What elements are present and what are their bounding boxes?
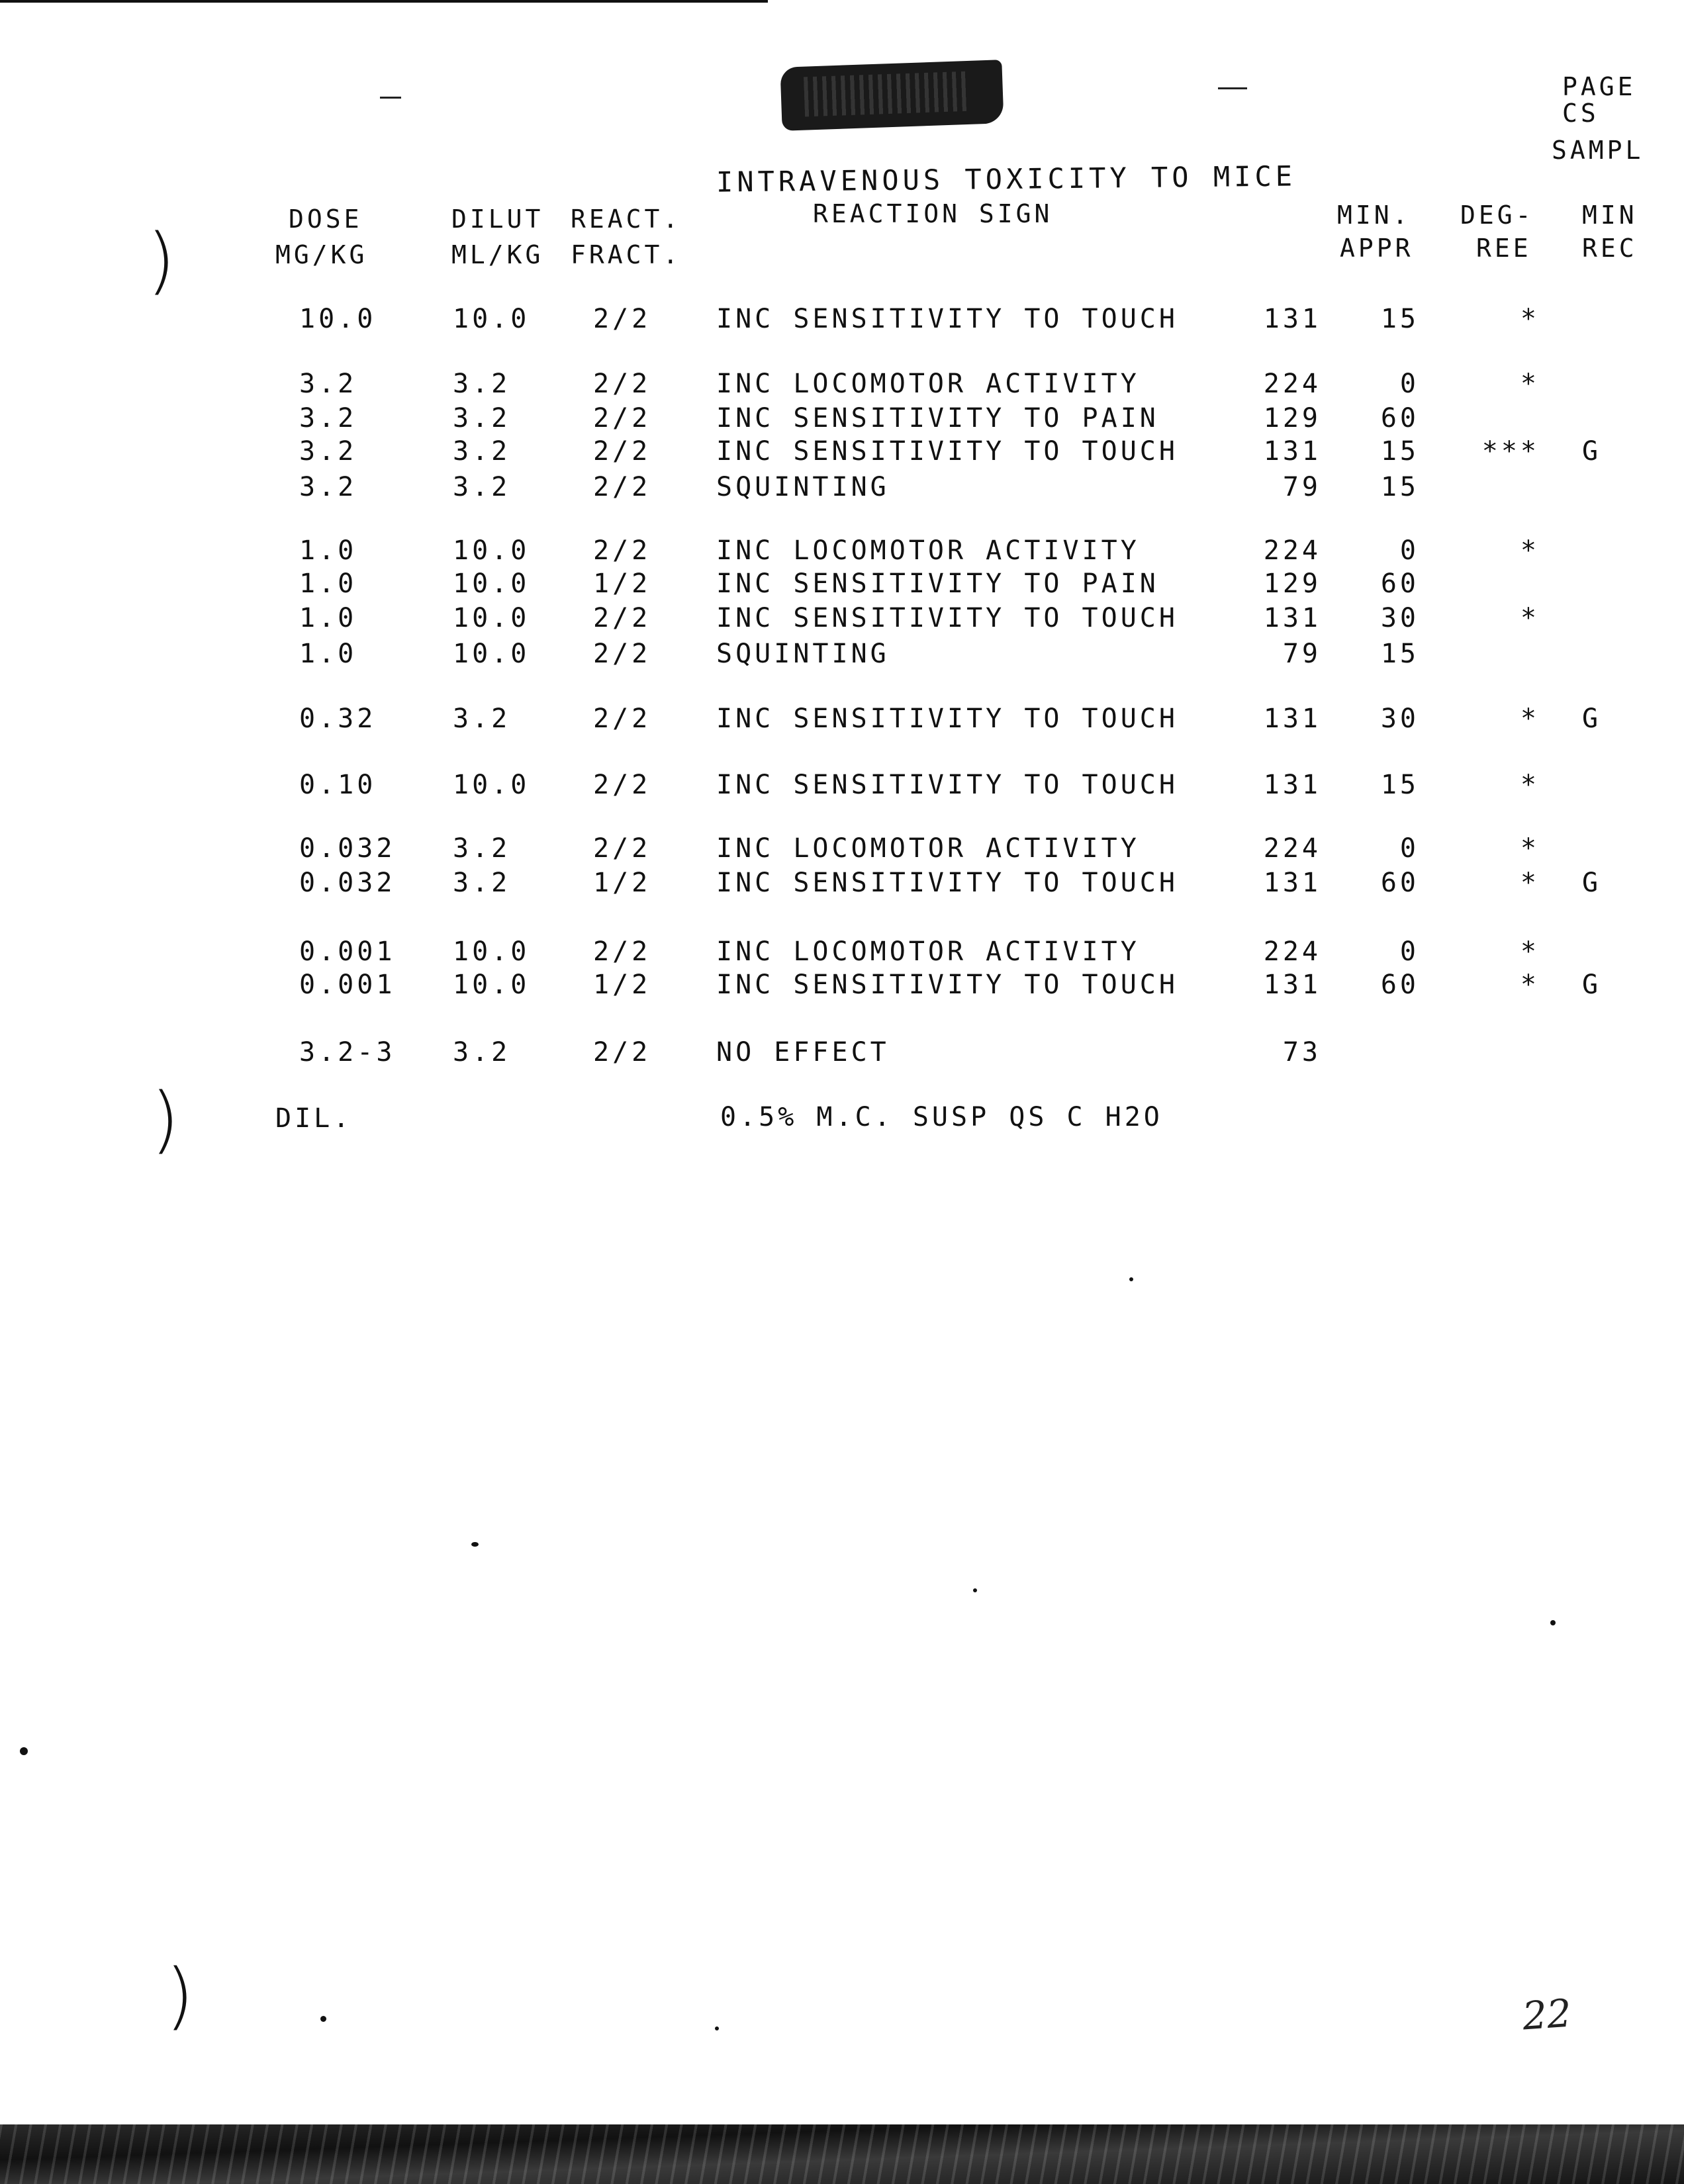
cell-reaction-sign: INC SENSITIVITY TO TOUCH bbox=[716, 603, 1178, 633]
page-code: CS bbox=[1562, 99, 1599, 128]
cell-dilution: 10.0 bbox=[453, 770, 530, 800]
cell-min-appr: 60 bbox=[1380, 569, 1419, 599]
cell-dilution: 10.0 bbox=[453, 639, 530, 669]
document-title: INTRAVENOUS TOXICITY TO MICE bbox=[716, 159, 1297, 199]
cell-reaction-sign: INC LOCOMOTOR ACTIVITY bbox=[716, 535, 1140, 566]
cell-reaction-sign: INC LOCOMOTOR ACTIVITY bbox=[716, 936, 1140, 967]
cell-dose: 1.0 bbox=[299, 535, 357, 566]
cell-sign-code: 79 bbox=[1282, 639, 1321, 669]
cell-react-fraction: 2/2 bbox=[593, 472, 651, 502]
cell-degree: * bbox=[1520, 704, 1540, 734]
cell-dilution: 10.0 bbox=[453, 304, 530, 334]
cell-sign-code: 131 bbox=[1263, 770, 1321, 800]
cell-sign-code: 131 bbox=[1263, 704, 1321, 734]
col-sign: REACTION SIGN bbox=[813, 199, 1053, 228]
cell-reaction-sign: INC SENSITIVITY TO TOUCH bbox=[716, 970, 1178, 1000]
cell-reaction-sign: INC SENSITIVITY TO PAIN bbox=[716, 569, 1159, 599]
col-dose-2: MG/KG bbox=[275, 240, 368, 269]
cell-reaction-sign: SQUINTING bbox=[716, 472, 890, 502]
cell-react-fraction: 2/2 bbox=[593, 403, 651, 433]
cell-min-rec: G bbox=[1582, 704, 1602, 734]
speck bbox=[715, 2026, 719, 2030]
col-dilut-2: ML/KG bbox=[451, 240, 544, 269]
cell-dose: 1.0 bbox=[299, 639, 357, 669]
speck bbox=[1550, 1620, 1556, 1625]
col-min-rec-1: MIN bbox=[1582, 201, 1638, 230]
cell-react-fraction: 2/2 bbox=[593, 770, 651, 800]
page-label: PAGE bbox=[1562, 72, 1636, 101]
cell-sign-code: 79 bbox=[1282, 472, 1321, 502]
cell-dilution: 3.2 bbox=[453, 472, 511, 502]
cell-sign-code: 224 bbox=[1263, 535, 1321, 566]
cell-min-appr: 60 bbox=[1380, 403, 1419, 433]
col-min-appr-2: APPR bbox=[1340, 234, 1414, 263]
cell-sign-code: 224 bbox=[1263, 369, 1321, 399]
cell-sign-code: 129 bbox=[1263, 569, 1321, 599]
cell-react-fraction: 2/2 bbox=[593, 369, 651, 399]
speck bbox=[1129, 1277, 1133, 1281]
cell-dose: 3.2 bbox=[299, 436, 357, 467]
cell-min-appr: 60 bbox=[1380, 868, 1419, 898]
cell-dilution: 10.0 bbox=[453, 936, 530, 967]
cell-dose: 3.2 bbox=[299, 369, 357, 399]
cell-degree: * bbox=[1520, 833, 1540, 864]
cell-dilution: 3.2 bbox=[453, 833, 511, 864]
cell-min-appr: 15 bbox=[1380, 770, 1419, 800]
cell-dose: 3.2 bbox=[299, 403, 357, 433]
cell-reaction-sign: NO EFFECT bbox=[716, 1037, 890, 1068]
speck bbox=[20, 1747, 28, 1755]
cell-reaction-sign: INC SENSITIVITY TO PAIN bbox=[716, 403, 1159, 433]
cell-dose: 0.10 bbox=[299, 770, 377, 800]
cell-react-fraction: 2/2 bbox=[593, 936, 651, 967]
cell-react-fraction: 2/2 bbox=[593, 436, 651, 467]
col-react-1: REACT. bbox=[571, 205, 682, 234]
col-min-rec-2: REC bbox=[1582, 234, 1638, 263]
cell-react-fraction: 2/2 bbox=[593, 704, 651, 734]
cell-reaction-sign: INC SENSITIVITY TO TOUCH bbox=[716, 304, 1178, 334]
cell-min-appr: 15 bbox=[1380, 472, 1419, 502]
speck bbox=[471, 1542, 479, 1547]
cell-dose: 0.032 bbox=[299, 833, 396, 864]
cell-degree: * bbox=[1520, 970, 1540, 1000]
cell-min-rec: G bbox=[1582, 970, 1602, 1000]
top-rule bbox=[0, 0, 768, 3]
cell-dilution: 10.0 bbox=[453, 970, 530, 1000]
cell-dilution: 10.0 bbox=[453, 569, 530, 599]
cell-dilution: 3.2 bbox=[453, 369, 511, 399]
cell-degree: * bbox=[1520, 535, 1540, 566]
cell-dose: 0.001 bbox=[299, 936, 396, 967]
margin-mark-top: ) bbox=[147, 218, 175, 302]
cell-react-fraction: 2/2 bbox=[593, 833, 651, 864]
bottom-scan-noise bbox=[0, 2124, 1684, 2184]
cell-dose: 3.2-3 bbox=[299, 1037, 396, 1068]
cell-reaction-sign: INC SENSITIVITY TO TOUCH bbox=[716, 704, 1178, 734]
cell-reaction-sign: SQUINTING bbox=[716, 639, 890, 669]
stamp-texture bbox=[804, 71, 970, 117]
cell-reaction-sign: INC LOCOMOTOR ACTIVITY bbox=[716, 833, 1140, 864]
cell-dose: 10.0 bbox=[299, 304, 377, 334]
cell-dilution: 3.2 bbox=[453, 436, 511, 467]
cell-dose: 0.032 bbox=[299, 868, 396, 898]
cell-min-appr: 15 bbox=[1380, 304, 1419, 334]
cell-degree: * bbox=[1520, 936, 1540, 967]
cell-dose: 3.2 bbox=[299, 472, 357, 502]
col-degree-1: DEG- bbox=[1460, 201, 1534, 230]
cell-react-fraction: 2/2 bbox=[593, 603, 651, 633]
cell-reaction-sign: INC LOCOMOTOR ACTIVITY bbox=[716, 369, 1140, 399]
cell-min-appr: 30 bbox=[1380, 603, 1419, 633]
cell-degree: * bbox=[1520, 369, 1540, 399]
cell-dose: 1.0 bbox=[299, 569, 357, 599]
sample-label: SAMPL bbox=[1552, 136, 1644, 165]
col-react-2: FRACT. bbox=[571, 240, 682, 269]
speck bbox=[320, 2016, 326, 2022]
diluent-label: DIL. bbox=[275, 1103, 353, 1134]
diluent-value: 0.5% M.C. SUSP QS C H2O bbox=[720, 1102, 1163, 1132]
cell-dilution: 3.2 bbox=[453, 704, 511, 734]
cell-dose: 0.001 bbox=[299, 970, 396, 1000]
cell-min-appr: 60 bbox=[1380, 970, 1419, 1000]
cell-react-fraction: 2/2 bbox=[593, 304, 651, 334]
cell-reaction-sign: INC SENSITIVITY TO TOUCH bbox=[716, 436, 1178, 467]
cell-sign-code: 131 bbox=[1263, 603, 1321, 633]
cell-min-appr: 30 bbox=[1380, 704, 1419, 734]
cell-sign-code: 131 bbox=[1263, 868, 1321, 898]
col-degree-2: REE bbox=[1476, 234, 1532, 263]
col-min-appr-1: MIN. bbox=[1337, 201, 1411, 230]
cell-dilution: 10.0 bbox=[453, 535, 530, 566]
cell-dilution: 3.2 bbox=[453, 868, 511, 898]
cell-min-rec: G bbox=[1582, 436, 1602, 467]
cell-min-appr: 0 bbox=[1399, 936, 1419, 967]
top-dash-left bbox=[380, 97, 401, 99]
cell-react-fraction: 2/2 bbox=[593, 639, 651, 669]
margin-mark-bottom: ) bbox=[165, 1953, 194, 2038]
cell-degree: * bbox=[1520, 603, 1540, 633]
cell-degree: * bbox=[1520, 868, 1540, 898]
cell-sign-code: 224 bbox=[1263, 936, 1321, 967]
cell-min-appr: 0 bbox=[1399, 833, 1419, 864]
cell-sign-code: 224 bbox=[1263, 833, 1321, 864]
cell-reaction-sign: INC SENSITIVITY TO TOUCH bbox=[716, 770, 1178, 800]
cell-sign-code: 131 bbox=[1263, 304, 1321, 334]
margin-mark-middle: ) bbox=[151, 1077, 179, 1161]
cell-dilution: 3.2 bbox=[453, 403, 511, 433]
cell-sign-code: 129 bbox=[1263, 403, 1321, 433]
cell-sign-code: 73 bbox=[1282, 1037, 1321, 1068]
cell-degree: * bbox=[1520, 304, 1540, 334]
speck bbox=[973, 1588, 977, 1592]
cell-min-appr: 0 bbox=[1399, 535, 1419, 566]
cell-dilution: 10.0 bbox=[453, 603, 530, 633]
cell-sign-code: 131 bbox=[1263, 436, 1321, 467]
col-dose-1: DOSE bbox=[289, 205, 363, 234]
cell-react-fraction: 1/2 bbox=[593, 868, 651, 898]
cell-react-fraction: 2/2 bbox=[593, 1037, 651, 1068]
cell-degree: * bbox=[1520, 770, 1540, 800]
col-dilut-1: DILUT bbox=[451, 205, 544, 234]
cell-min-appr: 0 bbox=[1399, 369, 1419, 399]
cell-dilution: 3.2 bbox=[453, 1037, 511, 1068]
page-number: 22 bbox=[1520, 1990, 1573, 2039]
cell-min-rec: G bbox=[1582, 868, 1602, 898]
cell-dose: 1.0 bbox=[299, 603, 357, 633]
cell-min-appr: 15 bbox=[1380, 639, 1419, 669]
cell-react-fraction: 1/2 bbox=[593, 569, 651, 599]
cell-min-appr: 15 bbox=[1380, 436, 1419, 467]
cell-degree: *** bbox=[1481, 436, 1540, 467]
cell-react-fraction: 2/2 bbox=[593, 535, 651, 566]
cell-react-fraction: 1/2 bbox=[593, 970, 651, 1000]
cell-dose: 0.32 bbox=[299, 704, 377, 734]
top-dash-right bbox=[1218, 87, 1247, 89]
cell-sign-code: 131 bbox=[1263, 970, 1321, 1000]
cell-reaction-sign: INC SENSITIVITY TO TOUCH bbox=[716, 868, 1178, 898]
